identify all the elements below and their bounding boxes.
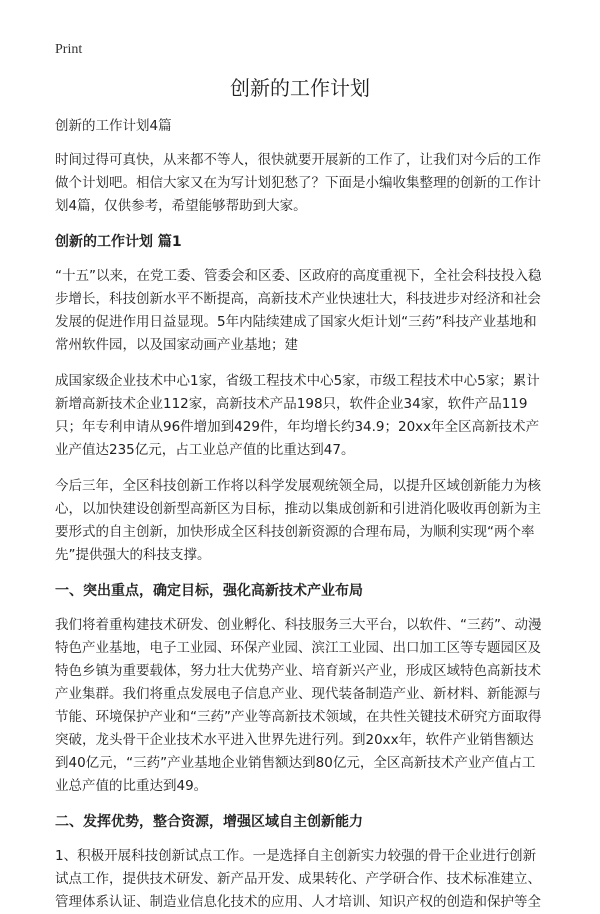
paragraph: 1、积极开展科技创新试点工作。一是选择自主创新实力较强的骨干企业进行创新试点工作，提供技术研发、新产品开发、成果转化、产学研合作、技术标准建立、管理体系认证、制造业信息化技术的应用、人才培训、知识产权的创造和保护等全 [55, 848, 541, 910]
paragraph: “十五”以来，在党工委、管委会和区委、区政府的高度重视下，全社会科技投入稳步增长，科技创新水平不断提高，高新技术产业快速壮大，科技进步对经济和社会发展的促进作用日益显现。5年内陆续建成了国家火炬计划“三药”科技产业基地和常州软件园，以及国家动画产业基地；建 [55, 268, 542, 353]
subsection-heading: 一、突出重点，确定目标，强化高新技术产业布局 [55, 583, 363, 599]
subtitle: 创新的工作计划4篇 [55, 118, 172, 134]
page-title: 创新的工作计划 [230, 76, 370, 100]
print-link[interactable]: Print [55, 42, 83, 57]
paragraph: 我们将着重构建技术研发、创业孵化、科技服务三大平台，以软件、“三药”、动漫特色产业基地，电子工业园、环保产业园、滨江工业园、出口加工区等专题园区及特色乡镇为重要载体，努力壮大优势产业、培育新兴产业，形成区域特色高新技术产业集群。我们将重点发展电子信息产业、现代装备制造产业、新材料、新能源与节能、环境保护产业和“三药”产业等高新技术领域，在共性关键技术研究方面取得突破，龙头骨干企业技术水平进入世界先进行列。到20xx年，软件产业销售额达到40亿元，“三药”产业基地企业销售额达到80亿元，全区高新技术产业产值占工业总产值的比重达到49。 [55, 617, 542, 794]
intro-paragraph: 时间过得可真快，从来都不等人，很快就要开展新的工作了，让我们对今后的工作做个计划吧。相信大家又在为写计划犯愁了？下面是小编收集整理的创新的工作计划4篇，仅供参考，希望能够帮助到大家。 [55, 152, 541, 214]
subsection-heading: 二、发挥优势，整合资源，增强区域自主创新能力 [55, 814, 363, 830]
paragraph: 今后三年，全区科技创新工作将以科学发展观统领全局，以提升区域创新能力为核心，以加快建设创新型高新区为目标，推动以集成创新和引进消化吸收再创新为主要形式的自主创新，加快形成全区科技创新资源的合理布局，为顺利实现“两个率先”提供强大的科技支撑。 [55, 478, 541, 563]
section-heading: 创新的工作计划 篇1 [55, 234, 182, 250]
paragraph: 成国家级企业技术中心1家，省级工程技术中心5家，市级工程技术中心5家；累计新增高新技术企业112家，高新技术产品198只，软件企业34家，软件产品119只；年专利申请从96件增加到429件，年均增长约34.9；20xx年全区高新技术产业产值达235亿元，占工业总产值的比重达到47。 [55, 373, 540, 458]
